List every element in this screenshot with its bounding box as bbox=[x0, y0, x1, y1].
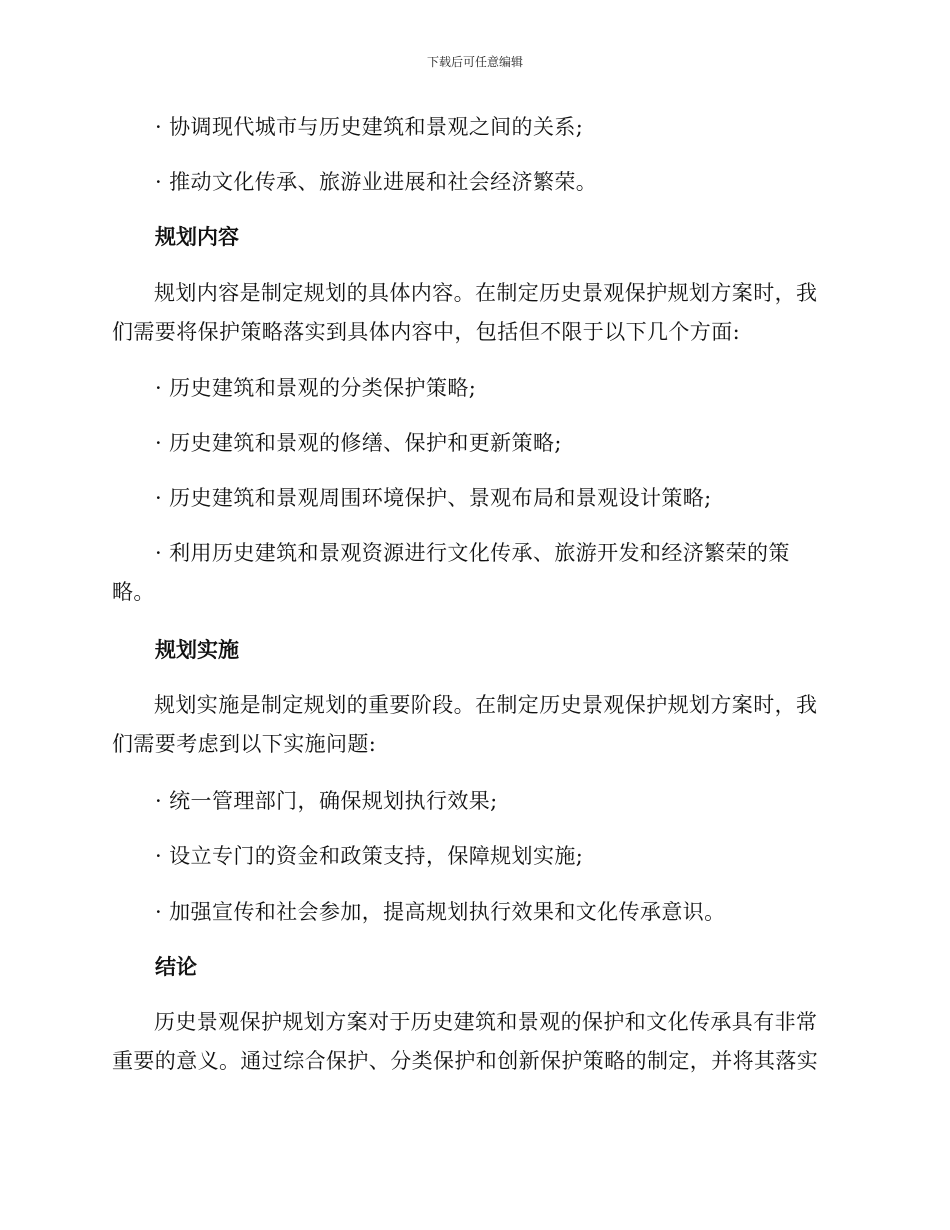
paragraph: 历史景观保护规划方案对于历史建筑和景观的保护和文化传承具有非常重要的意义。通过综合保护、分类保护和创新保护策略的制定，并将其落实 bbox=[112, 1010, 819, 1073]
bullet-item: · 加强宣传和社会参加，提高规划执行效果和文化传承意识。 bbox=[155, 900, 726, 924]
bullet-item: · 历史建筑和景观周围环境保护、景观布局和景观设计策略; bbox=[155, 486, 712, 510]
section-heading-conclusion: 结论 bbox=[155, 955, 197, 979]
bullet-item: · 推动文化传承、旅游业进展和社会经济繁荣。 bbox=[155, 170, 598, 194]
section-heading-plan-content: 规划内容 bbox=[155, 225, 239, 249]
bullet-item: · 历史建筑和景观的修缮、保护和更新策略; bbox=[155, 431, 562, 455]
bullet-item: · 设立专门的资金和政策支持，保障规划实施; bbox=[155, 844, 584, 868]
section-heading-plan-implementation: 规划实施 bbox=[155, 638, 239, 662]
bullet-item: · 统一管理部门，确保规划执行效果; bbox=[155, 789, 498, 813]
bullet-item: · 利用历史建筑和景观资源进行文化传承、旅游开发和经济繁荣的策略。 bbox=[112, 541, 790, 604]
bullet-item: · 协调现代城市与历史建筑和景观之间的关系; bbox=[155, 115, 584, 139]
paragraph: 规划实施是制定规划的重要阶段。在制定历史景观保护规划方案时，我们需要考虑到以下实施问题: bbox=[112, 693, 818, 756]
bullet-item: · 历史建筑和景观的分类保护策略; bbox=[155, 376, 477, 400]
page-header: 下载后可任意编辑 bbox=[426, 55, 523, 69]
paragraph: 规划内容是制定规划的具体内容。在制定历史景观保护规划方案时，我们需要将保护策略落实到具体内容中，包括但不限于以下几个方面: bbox=[112, 281, 818, 344]
